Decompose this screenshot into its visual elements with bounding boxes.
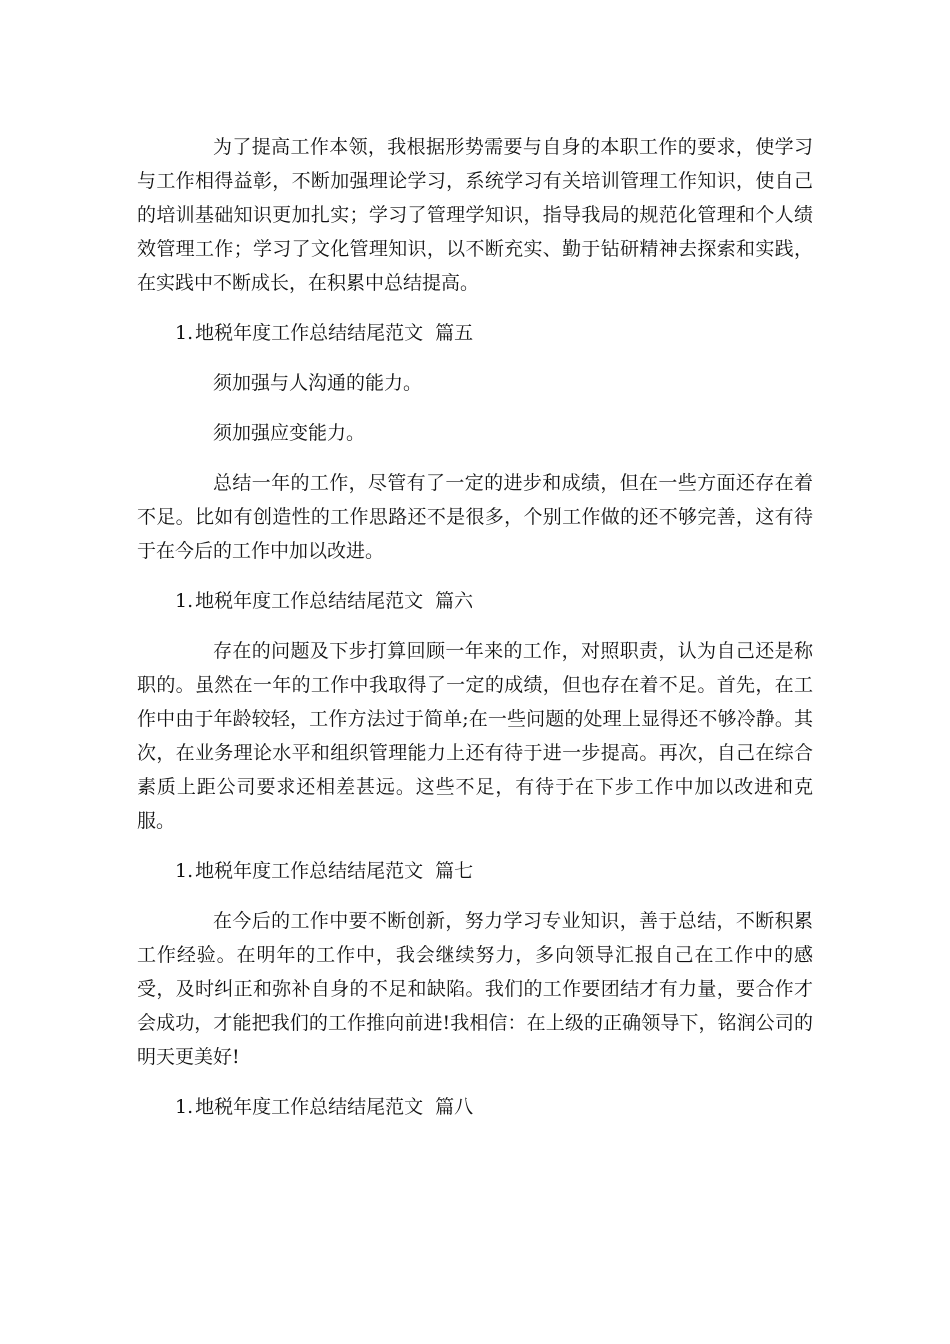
heading-suffix: 篇六	[435, 590, 474, 612]
section-heading-5	[137, 316, 813, 350]
paragraph-future: 在今后的工作中要不断创新，努力学习专业知识，善于总结，不断积累工作经验。在明年的工作中，我会继续努力，多向领导汇报自己在工作中的感受，及时纠正和弥补自身的不足和缺陷。我们的工作要团结才有力量，要合作才会成功，才能把我们的工作推向前进!我相信：在上级的正确领导下，铭润公司的明天更美好!	[137, 910, 813, 1068]
heading-number: 1.	[175, 860, 194, 882]
heading-title: 地税年度工作总结结尾范文	[195, 322, 424, 344]
heading-suffix: 篇七	[435, 860, 474, 882]
heading-title: 地税年度工作总结结尾范文	[195, 1096, 424, 1118]
section-heading-8	[137, 1090, 813, 1124]
paragraph-adaptability: 须加强应变能力。	[213, 422, 366, 444]
document-body	[137, 130, 813, 1140]
paragraph-study: 为了提高工作本领，我根据形势需要与自身的本职工作的要求，使学习与工作相得益彰，不断加强理论学习，系统学习有关培训管理工作知识，使自己的培训基础知识更加扎实；学习了管理学知识，指导我局的规范化管理和个人绩效管理工作；学习了文化管理知识，以不断充实、勤于钻研精神去探索和实践，在实践中不断成长，在积累中总结提高。	[137, 136, 813, 294]
paragraph-year-summary: 总结一年的工作，尽管有了一定的进步和成绩，但在一些方面还存在着不足。比如有创造性的工作思路还不是很多，个别工作做的还不够完善，这有待于在今后的工作中加以改进。	[137, 472, 813, 562]
heading-suffix: 篇五	[435, 322, 474, 344]
heading-number: 1.	[175, 590, 194, 612]
paragraph-problems: 存在的问题及下步打算回顾一年来的工作，对照职责，认为自己还是称职的。虽然在一年的工作中我取得了一定的成绩，但也存在着不足。首先，在工作中由于年龄较轻，工作方法过于简单;在一些问题的处理上显得还不够冷静。其次，在业务理论水平和组织管理能力上还有待于进一步提高。再次，自己在综合素质上距公司要求还相差甚远。这些不足，有待于在下步工作中加以改进和克服。	[137, 640, 813, 832]
section-heading-7	[137, 854, 813, 888]
section-heading-6	[137, 584, 813, 618]
heading-number: 1.	[175, 322, 194, 344]
paragraph-communication: 须加强与人沟通的能力。	[213, 372, 423, 394]
heading-suffix: 篇八	[435, 1096, 474, 1118]
heading-number: 1.	[175, 1096, 194, 1118]
heading-title: 地税年度工作总结结尾范文	[195, 590, 424, 612]
heading-title: 地税年度工作总结结尾范文	[195, 860, 424, 882]
